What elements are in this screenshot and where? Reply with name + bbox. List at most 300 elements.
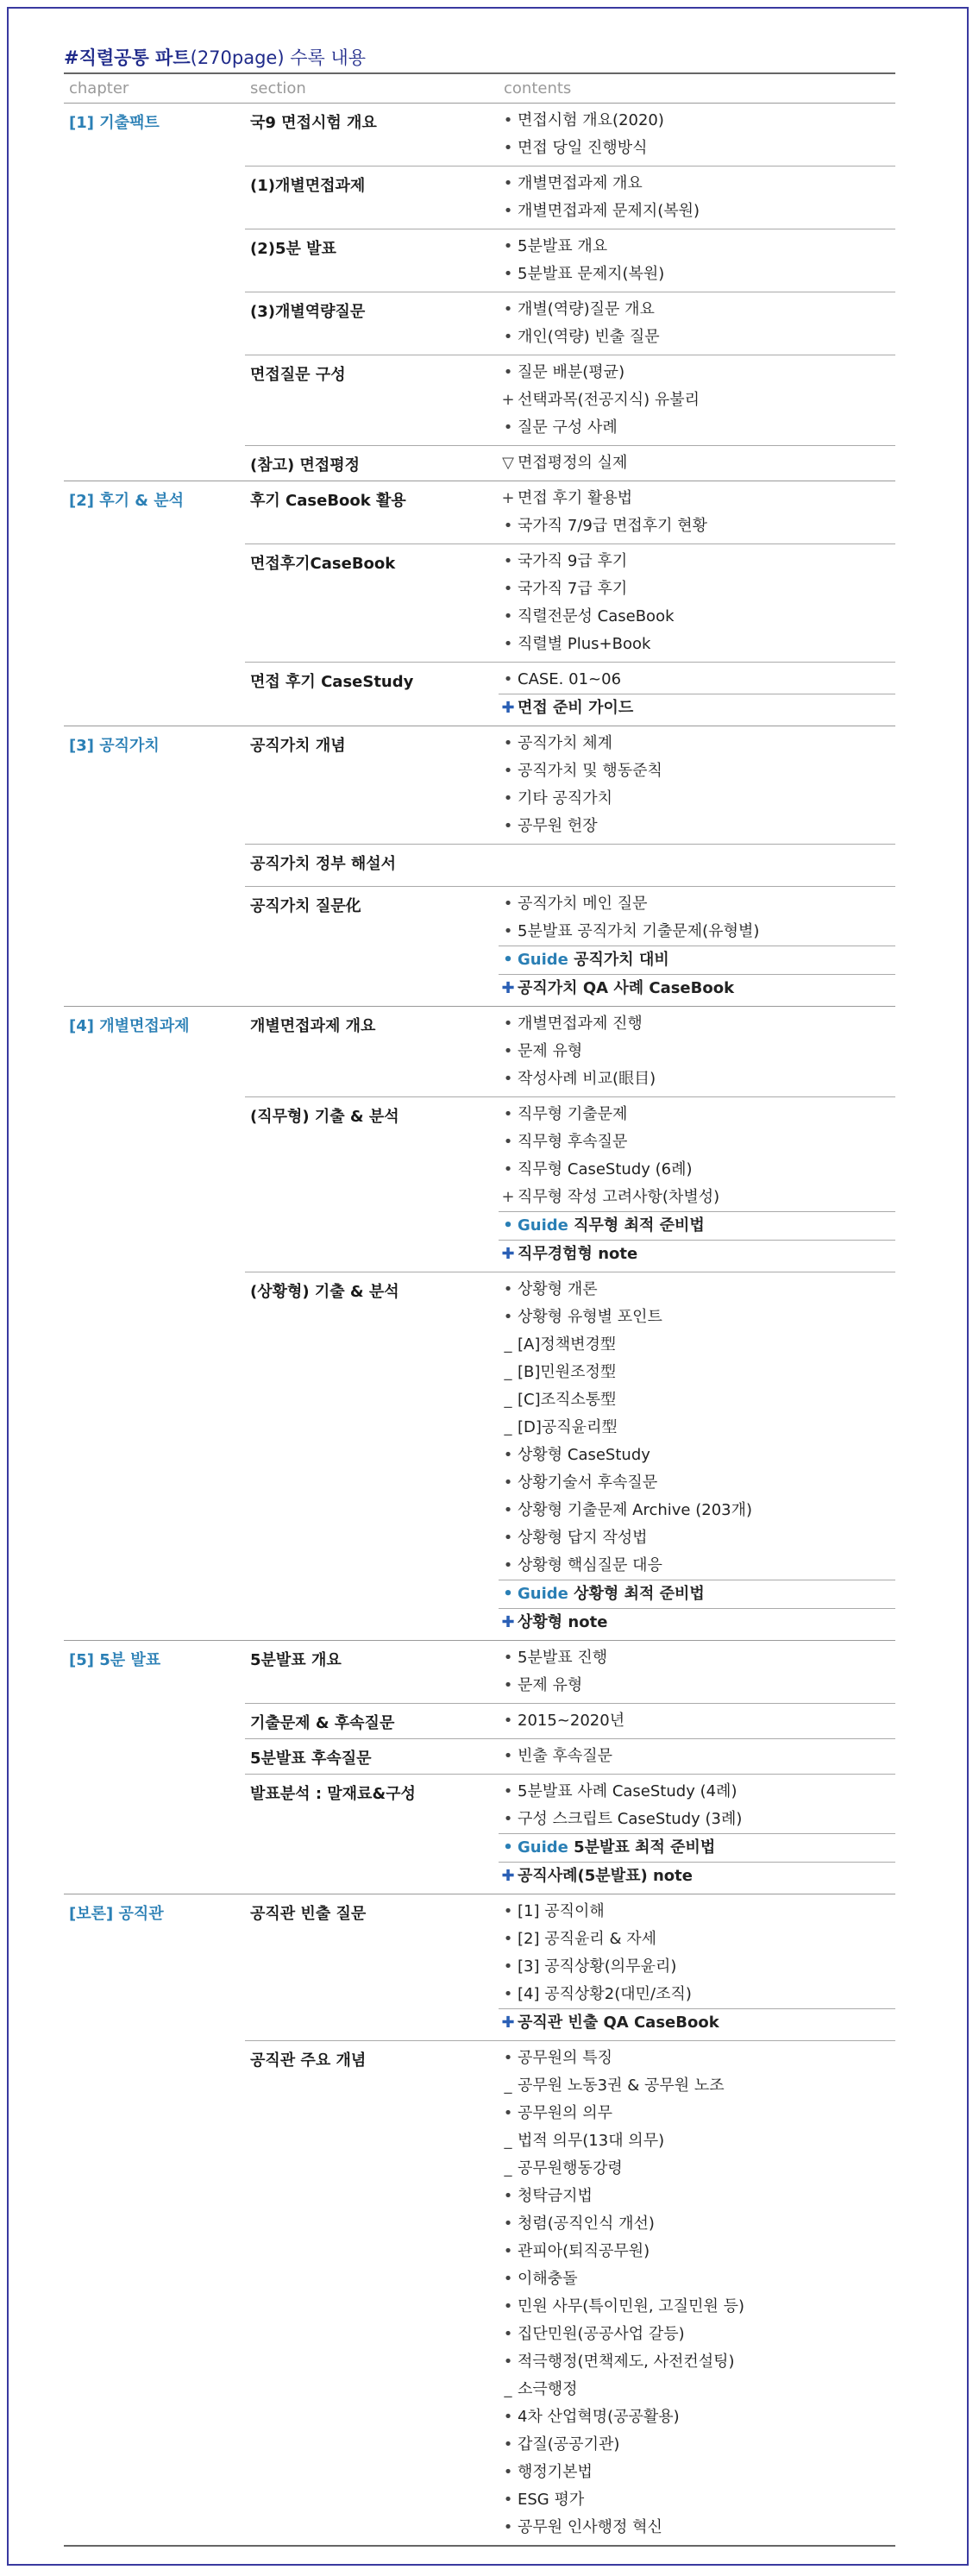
contents-cell (499, 1097, 895, 1272)
content-item-text: 집단민원(공공사업 갈등) (518, 2325, 685, 2343)
content-item-text: 5분발표 개요 (518, 237, 608, 255)
content-item (499, 2486, 895, 2514)
bullet-icon: _ (504, 2380, 512, 2398)
bullet-icon: • (503, 1712, 513, 1730)
content-item-text: 문제 유형 (518, 1042, 583, 1060)
content-item (499, 1778, 895, 1806)
content-item (499, 1038, 895, 1065)
content-item (499, 2514, 895, 2541)
content-item-text: 공무원의 특징 (518, 2049, 613, 2067)
content-item (499, 2265, 895, 2293)
content-item-text: 직무경험형 note (518, 1245, 638, 1263)
contents-cell (499, 2041, 895, 2546)
contents-cell (499, 726, 895, 845)
content-item (499, 2127, 895, 2155)
chapter-label: [3] 공직가치 (64, 726, 245, 1007)
content-item-text: 작성사례 비교(眼目) (518, 1070, 656, 1088)
bullet-icon: • (503, 1015, 513, 1033)
bullet-icon: • (503, 1747, 513, 1765)
content-item (499, 414, 895, 442)
content-item (499, 386, 895, 414)
content-item-text: ESG 평가 (518, 2491, 585, 2509)
content-item-text: 상황형 개론 (518, 1280, 598, 1298)
chapter-label: [1] 기출팩트 (69, 114, 160, 132)
content-item (499, 2459, 895, 2486)
bullet-icon: • (503, 1308, 513, 1326)
section-label: 면접질문 구성 (245, 355, 499, 446)
content-item-text: 5분발표 공직가치 기출문제(유형별) (518, 922, 760, 940)
contents-cell (499, 1894, 895, 2041)
bullet-icon: • (503, 1902, 513, 1920)
content-item-text: 개별면접과제 문제지(복원) (518, 202, 700, 220)
bullet-icon: • (503, 2463, 513, 2481)
content-item-text: 5분발표 문제지(복원) (518, 265, 665, 283)
bullet-icon: • (503, 517, 513, 535)
content-item (499, 2238, 895, 2265)
content-item (499, 1101, 895, 1128)
contents-cell (499, 544, 895, 663)
content-item-text: [4] 공직상황2(대민/조직) (518, 1985, 692, 2003)
bullet-icon: • (503, 2104, 513, 2122)
content-item-text: 공직가치 체계 (518, 734, 613, 752)
contents-cell (499, 229, 895, 292)
header-section: section (245, 73, 499, 104)
content-item (499, 1552, 895, 1580)
bullet-icon: • (503, 1501, 513, 1519)
title-prefix: #직렬공통 파트 (64, 47, 191, 68)
contents-cell (499, 1007, 895, 1097)
content-item (499, 2045, 895, 2072)
section-label: (상황형) 기출 & 분석 (245, 1272, 499, 1641)
section-label: 공직관 빈출 질문 (245, 1894, 499, 2041)
content-item (499, 2431, 895, 2459)
section-label: 공직관 주요 개념 (245, 2041, 499, 2546)
bullet-icon: • (503, 1585, 513, 1603)
content-item-text: [1] 공직이해 (518, 1902, 605, 1920)
bullet-icon: • (503, 1042, 513, 1060)
content-item-text: 공직가치 QA 사례 CaseBook (518, 979, 735, 997)
bullet-icon: • (503, 1160, 513, 1178)
bullet-icon: • (503, 1985, 513, 2003)
bullet-icon: • (503, 1446, 513, 1464)
content-item-text: 개별면접과제 개요 (518, 174, 643, 192)
content-item (499, 135, 895, 162)
header-chapter: chapter (64, 73, 245, 104)
title-suffix: (270page) 수록 내용 (190, 47, 367, 68)
bullet-icon: • (503, 895, 513, 913)
content-item-text: 상황형 유형별 포인트 (518, 1308, 662, 1326)
bullet-icon: ▽ (502, 454, 514, 472)
contents-cell (499, 104, 895, 166)
content-item-text: 상황형 답지 작성법 (518, 1529, 648, 1547)
bullet-icon: • (503, 202, 513, 220)
content-item-text: 직무형 기출문제 (518, 1105, 628, 1123)
content-item-text: 국가직 7/9급 면접후기 현황 (518, 517, 708, 535)
content-item (499, 1644, 895, 1672)
bullet-icon: • (503, 635, 513, 653)
bullet-icon: + (501, 489, 515, 507)
content-item (499, 1010, 895, 1038)
content-item-text: [A]정책변경型 (518, 1335, 616, 1354)
chapter-label: [보론] 공직관 (64, 1894, 245, 2546)
bullet-icon: • (503, 139, 513, 157)
bullet-icon: • (503, 1782, 513, 1800)
contents-cell (499, 1739, 895, 1775)
guide-tag: Guide (518, 1216, 568, 1235)
contents-cell (499, 1704, 895, 1739)
content-item-text: 구성 스크립트 CaseStudy (3례) (518, 1810, 743, 1828)
bullet-icon: • (503, 670, 513, 688)
content-item (499, 1211, 895, 1240)
bullet-icon: • (503, 2270, 513, 2288)
content-item (499, 631, 895, 658)
contents-cell (499, 1775, 895, 1894)
content-item (499, 261, 895, 288)
bullet-icon: _ (504, 1335, 512, 1354)
bullet-icon: • (503, 1529, 513, 1547)
content-item (499, 2293, 895, 2321)
bullet-icon: • (503, 2297, 513, 2315)
section-label: 국9 면접시험 개요 (250, 114, 377, 132)
content-item-text: CASE. 01~06 (518, 670, 622, 688)
bullet-icon: • (503, 2491, 513, 2509)
section-label: 면접후기CaseBook (245, 544, 499, 663)
guide-tag: Guide (518, 1585, 568, 1603)
bullet-icon: • (503, 2435, 513, 2453)
content-item (499, 946, 895, 974)
content-item-text: 공무원의 의무 (518, 2104, 613, 2122)
contents-cell (499, 845, 895, 887)
content-item-text: 적극행정(면책제도, 사전컨설팅) (518, 2353, 735, 2371)
content-item (499, 548, 895, 575)
bullet-icon: _ (504, 1391, 512, 1409)
header-row (64, 73, 895, 104)
bullet-icon: • (503, 1957, 513, 1976)
content-item-text: 공무원 노동3권 & 공무원 노조 (518, 2077, 725, 2095)
section-label: 공직가치 정부 해설서 (245, 845, 499, 887)
plus-icon: ✚ (501, 699, 515, 717)
content-item (499, 1862, 895, 1890)
bullet-icon: • (503, 580, 513, 598)
bullet-icon: • (503, 2518, 513, 2536)
content-item (499, 359, 895, 386)
content-item-text: 공무원 인사행정 혁신 (518, 2518, 662, 2536)
content-item-text: [D]공직윤리型 (518, 1418, 618, 1436)
guide-tag: Guide (518, 951, 568, 969)
content-item (499, 233, 895, 261)
bullet-icon: • (503, 237, 513, 255)
content-item-text: 청탁금지법 (518, 2187, 593, 2205)
bullet-icon: • (503, 1070, 513, 1088)
section-label: (참고) 면접평정 (245, 446, 499, 481)
bullet-icon: • (503, 817, 513, 835)
content-item-text: [2] 공직윤리 & 자세 (518, 1930, 657, 1948)
bullet-icon: • (503, 1930, 513, 1948)
content-item (499, 449, 895, 477)
table-row (64, 726, 895, 845)
bullet-icon: • (503, 111, 513, 129)
table-row (64, 1007, 895, 1097)
content-item-text: 5분발표 사례 CaseStudy (4례) (518, 1782, 737, 1800)
bullet-icon: • (503, 1556, 513, 1574)
content-item-text: 상황형 최적 준비법 (574, 1585, 705, 1603)
content-item (499, 1331, 895, 1359)
content-item (499, 170, 895, 198)
content-item (499, 575, 895, 603)
content-item-text: 5분발표 진행 (518, 1649, 608, 1667)
content-item (499, 757, 895, 785)
section-label: (직무형) 기출 & 분석 (245, 1097, 499, 1272)
content-item (499, 1580, 895, 1608)
chapter-label: [5] 5분 발표 (64, 1641, 245, 1894)
bullet-icon: • (503, 1133, 513, 1151)
content-item (499, 1981, 895, 2008)
content-item-text: 공무원행동강령 (518, 2159, 623, 2177)
content-item-text: 4차 산업혁명(공공활용) (518, 2408, 680, 2426)
bullet-icon: • (503, 1676, 513, 1694)
table-bottom-rule (64, 2545, 895, 2547)
content-item (499, 1386, 895, 1414)
content-item (499, 2348, 895, 2376)
bullet-icon: • (503, 1105, 513, 1123)
section-label: 개별면접과제 개요 (245, 1007, 499, 1097)
content-item-text: 공직사례(5분발표) note (518, 1867, 693, 1885)
content-item-text: 공무원 헌장 (518, 817, 598, 835)
content-item (499, 1442, 895, 1469)
table-row (64, 104, 895, 166)
bullet-icon: • (503, 552, 513, 570)
content-item-text: 빈출 후속질문 (518, 1747, 613, 1765)
bullet-icon: • (503, 300, 513, 318)
plus-icon: ✚ (501, 1245, 515, 1263)
content-item (499, 1497, 895, 1524)
content-item (499, 1524, 895, 1552)
content-item-text: [B]민원조정型 (518, 1363, 616, 1381)
content-item (499, 974, 895, 1002)
content-item (499, 1953, 895, 1981)
contents-cell (499, 446, 895, 481)
bullet-icon: • (503, 2215, 513, 2233)
content-item-text: 직렬별 Plus+Book (518, 635, 651, 653)
content-item-text: 소극행정 (518, 2380, 578, 2398)
content-item (499, 198, 895, 225)
bullet-icon: _ (504, 1418, 512, 1436)
table-row (64, 1894, 895, 2041)
content-item-text: 상황형 note (518, 1613, 608, 1631)
content-item (499, 296, 895, 324)
contents-cell (499, 1641, 895, 1704)
content-item-text: 법적 의무(13대 의무) (518, 2132, 665, 2150)
content-item (499, 485, 895, 512)
bullet-icon: _ (504, 1363, 512, 1381)
bullet-icon: • (503, 2408, 513, 2426)
content-item-text: 직무형 작성 고려사항(차별성) (518, 1188, 720, 1206)
bullet-icon: • (503, 265, 513, 283)
bullet-icon: • (503, 328, 513, 346)
content-item (499, 1743, 895, 1770)
content-item (499, 1469, 895, 1497)
content-item (499, 1926, 895, 1953)
content-item (499, 1156, 895, 1184)
bullet-icon: • (503, 734, 513, 752)
content-item (499, 1240, 895, 1268)
content-item-text: 상황형 핵심질문 대응 (518, 1556, 662, 1574)
section-label: 면접 후기 CaseStudy (245, 663, 499, 726)
content-item (499, 890, 895, 918)
content-item-text: 민원 사무(특이민원, 고질민원 등) (518, 2297, 744, 2315)
bullet-icon: • (503, 951, 513, 969)
content-item (499, 1128, 895, 1156)
bullet-icon: • (503, 2353, 513, 2371)
bullet-icon: • (503, 762, 513, 780)
bullet-icon: • (503, 789, 513, 807)
bullet-icon: • (503, 1649, 513, 1667)
section-label: 공직가치 개념 (245, 726, 499, 845)
guide-tag: Guide (518, 1838, 568, 1857)
bullet-icon: + (501, 391, 515, 409)
section-label: 5분발표 개요 (245, 1641, 499, 1704)
bullet-icon: • (503, 2187, 513, 2205)
bullet-icon: _ (504, 2132, 512, 2150)
content-item-text: 면접 후기 활용법 (518, 489, 633, 507)
bullet-icon: • (503, 607, 513, 625)
content-item (499, 1414, 895, 1442)
bullet-icon: • (503, 418, 513, 437)
contents-cell (499, 292, 895, 355)
content-item (499, 813, 895, 840)
content-item (499, 2183, 895, 2210)
content-item (499, 2403, 895, 2431)
content-item (499, 1672, 895, 1700)
plus-icon: ✚ (501, 979, 515, 997)
content-item-text: 선택과목(전공지식) 유불리 (518, 391, 700, 409)
content-item (499, 918, 895, 946)
section-label: 5분발표 후속질문 (245, 1739, 499, 1775)
content-item-text: [C]조직소통型 (518, 1391, 617, 1409)
bullet-icon: • (503, 174, 513, 192)
bullet-icon: • (503, 1838, 513, 1857)
content-item (499, 1184, 895, 1211)
content-item (499, 1065, 895, 1093)
content-item (499, 603, 895, 631)
header-contents: contents (499, 73, 895, 104)
content-item-text: 2015~2020년 (518, 1712, 625, 1730)
content-item-text: 개인(역량) 빈출 질문 (518, 328, 660, 346)
content-item (499, 730, 895, 757)
content-item (499, 1898, 895, 1926)
content-item (499, 1359, 895, 1386)
bullet-icon: • (503, 1280, 513, 1298)
contents-cell (499, 1272, 895, 1641)
plus-icon: ✚ (501, 1867, 515, 1885)
section-label: (2)5분 발표 (245, 229, 499, 292)
content-item-text: 개별면접과제 진행 (518, 1015, 643, 1033)
contents-cell (499, 663, 895, 726)
contents-table (64, 72, 895, 2545)
content-item-text: 직무형 후속질문 (518, 1133, 628, 1151)
content-item (499, 1833, 895, 1862)
content-item (499, 512, 895, 540)
section-label: 공직가치 질문化 (245, 887, 499, 1007)
table-row (64, 481, 895, 544)
bullet-icon: • (503, 922, 513, 940)
content-item-text: [3] 공직상황(의무윤리) (518, 1957, 677, 1976)
content-item (499, 1806, 895, 1833)
bullet-icon: • (503, 2325, 513, 2343)
contents-cell (499, 887, 895, 1007)
bullet-icon: + (501, 1188, 515, 1206)
content-item-text: 갑질(공공기관) (518, 2435, 620, 2453)
content-item (499, 785, 895, 813)
chapter-label: [4] 개별면접과제 (64, 1007, 245, 1641)
bullet-icon: • (503, 1810, 513, 1828)
content-item (499, 107, 895, 135)
section-label: 발표분석 : 말재료&구성 (245, 1775, 499, 1894)
content-item (499, 2155, 895, 2183)
content-item (499, 2376, 895, 2403)
content-item (499, 2072, 895, 2100)
bullet-icon: _ (504, 2077, 512, 2095)
content-item-text: 상황형 CaseStudy (518, 1446, 650, 1464)
document-title (64, 43, 895, 72)
table-body (64, 104, 895, 2546)
contents-cell (499, 355, 895, 446)
content-item (499, 2100, 895, 2127)
content-item-text: 국가직 9급 후기 (518, 552, 628, 570)
content-item-text: 면접 당일 진행방식 (518, 139, 648, 157)
plus-icon: ✚ (501, 1613, 515, 1631)
content-item (499, 1276, 895, 1304)
content-item-text: 질문 구성 사례 (518, 418, 618, 437)
section-label: 후기 CaseBook 활용 (245, 481, 499, 544)
content-item (499, 2008, 895, 2037)
content-item-text: 관피아(퇴직공무원) (518, 2242, 650, 2260)
content-item-text: 행정기본법 (518, 2463, 593, 2481)
content-item (499, 2210, 895, 2238)
content-item (499, 1608, 895, 1637)
content-item-text: 직렬전문성 CaseBook (518, 607, 675, 625)
content-item-text: 공직가치 대비 (574, 951, 669, 969)
content-item-text: 면접평정의 실제 (518, 454, 628, 472)
chapter-label: [2] 후기 & 분석 (64, 481, 245, 726)
bullet-icon: • (503, 1473, 513, 1492)
contents-cell (499, 166, 895, 229)
bullet-icon: • (503, 2049, 513, 2067)
content-item (499, 666, 895, 694)
contents-cell (499, 481, 895, 544)
content-item-text: 질문 배분(평균) (518, 363, 625, 381)
content-item (499, 1707, 895, 1735)
content-item (499, 694, 895, 722)
bullet-icon: • (503, 363, 513, 381)
content-item-text: 상황형 기출문제 Archive (203개) (518, 1501, 753, 1519)
content-item-text: 상황기술서 후속질문 (518, 1473, 658, 1492)
content-item-text: 이해충돌 (518, 2270, 578, 2288)
content-item-text: 직무형 CaseStudy (6례) (518, 1160, 693, 1178)
bullet-icon: _ (504, 2159, 512, 2177)
section-label: 기출문제 & 후속질문 (245, 1704, 499, 1739)
content-item-text: 면접시험 개요(2020) (518, 111, 664, 129)
content-item-text: 직무형 최적 준비법 (574, 1216, 705, 1235)
section-label: (3)개별역량질문 (245, 292, 499, 355)
content-item-text: 문제 유형 (518, 1676, 583, 1694)
bullet-icon: • (503, 1216, 513, 1235)
section-label: (1)개별면접과제 (245, 166, 499, 229)
content-item-text: 청렴(공직인식 개선) (518, 2215, 655, 2233)
content-item-text: 개별(역량)질문 개요 (518, 300, 655, 318)
content-item-text: 면접 준비 가이드 (518, 699, 634, 717)
content-item-text: 기타 공직가치 (518, 789, 613, 807)
